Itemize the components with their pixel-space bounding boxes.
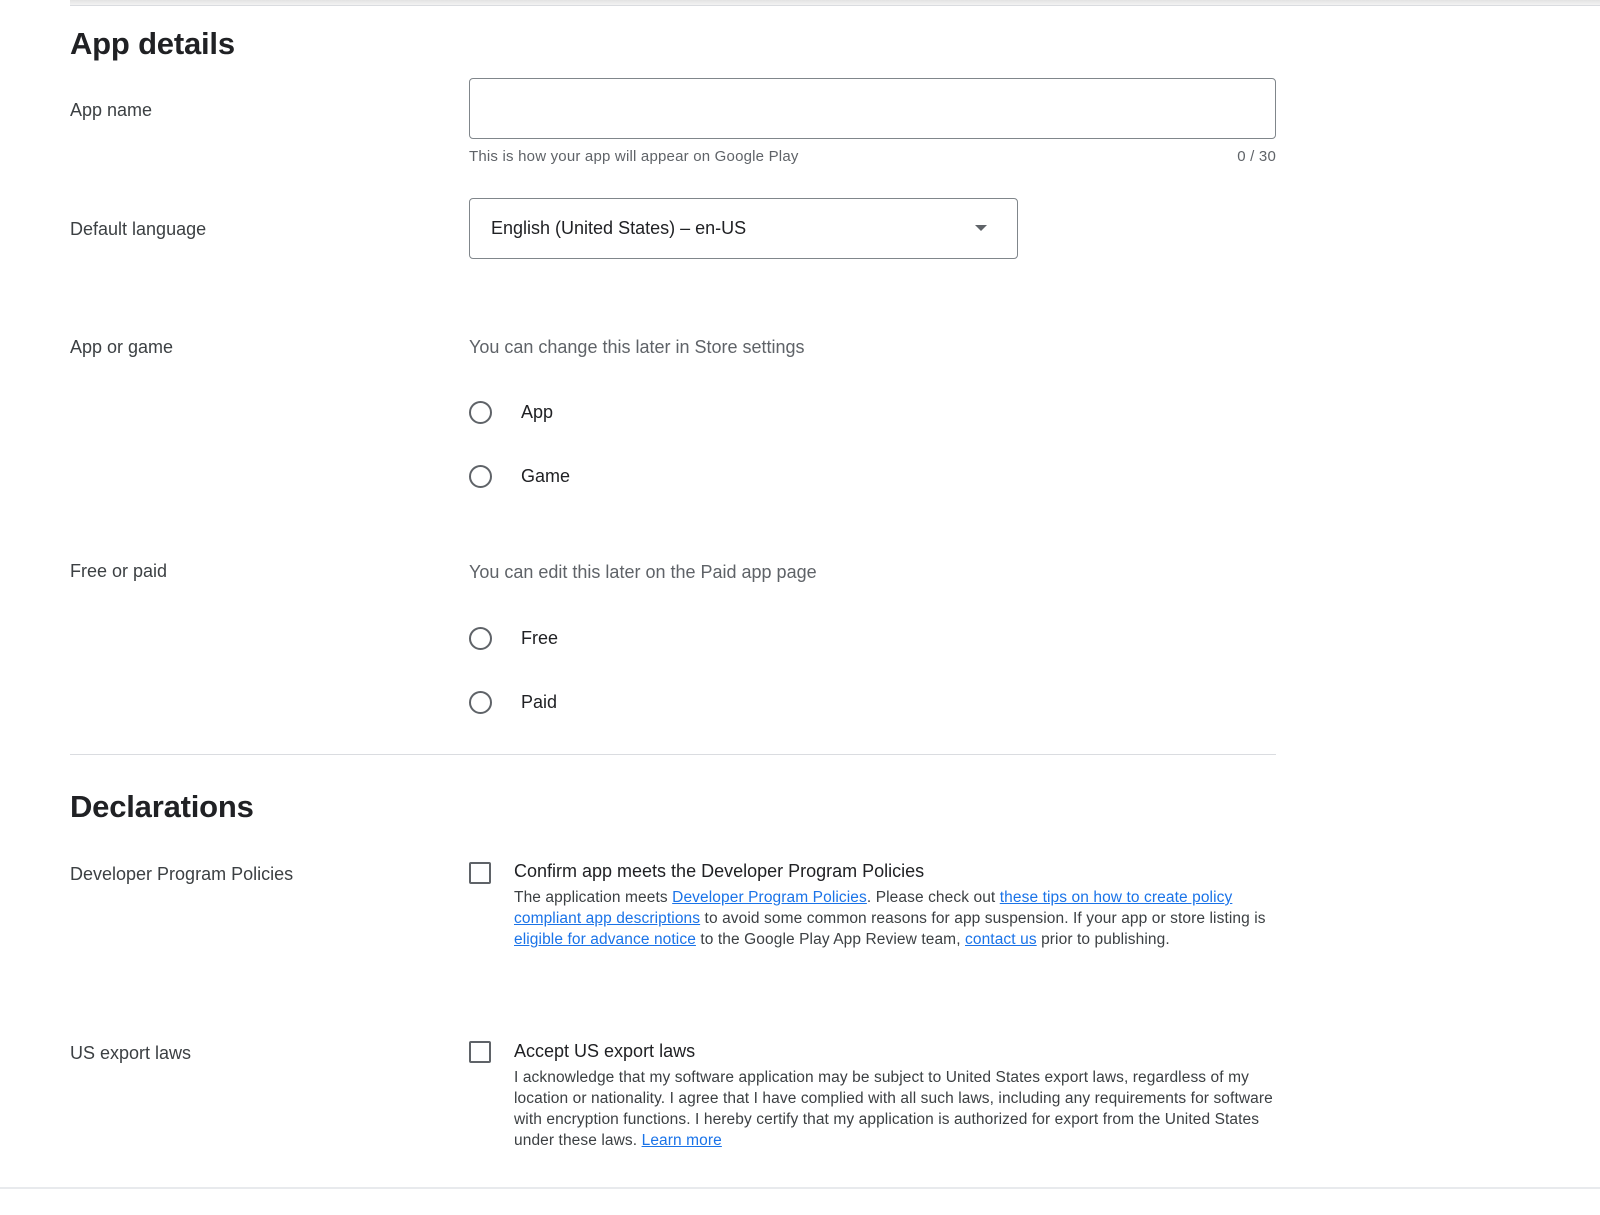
desc-text: I acknowledge that my software application may be subject to United States export laws, regardless of my location or nationality. I agree that I have complied with all such laws, including any requirements for software with encryption functions. I hereby certify that my application is authorized for export from the United States under these laws.: [514, 1069, 1273, 1149]
policy-tips-link[interactable]: these tips on how to create policy compliant app descriptions: [514, 889, 1233, 927]
free-or-paid-label: Free or paid: [70, 561, 168, 581]
us-export-checkbox[interactable]: [469, 1041, 491, 1063]
app-name-counter: 0 / 30: [1237, 148, 1276, 165]
radio-free-label: Free: [521, 627, 559, 648]
app-or-game-hint: You can change this later in Store settings: [469, 337, 805, 357]
section-divider: [70, 754, 1276, 755]
radio-circle-icon: [469, 627, 492, 650]
app-or-game-label: App or game: [70, 337, 174, 357]
us-export-checkbox-label: Accept US export laws: [514, 1041, 696, 1061]
default-language-label: Default language: [70, 219, 207, 239]
developer-policies-checkbox-label: Confirm app meets the Developer Program Policies: [514, 861, 925, 881]
caret-down-icon: [975, 225, 987, 231]
section-title-declarations: Declarations: [70, 789, 254, 824]
radio-free[interactable]: [469, 624, 558, 652]
advance-notice-link[interactable]: eligible for advance notice: [514, 931, 696, 948]
desc-text: . Please check out: [866, 889, 1000, 906]
radio-app[interactable]: [469, 398, 553, 426]
learn-more-link[interactable]: Learn more: [641, 1132, 722, 1149]
radio-paid-label: Paid: [521, 691, 558, 712]
developer-policies-description: [514, 887, 1284, 950]
radio-circle-icon: [469, 465, 492, 488]
radio-circle-icon: [469, 401, 492, 424]
developer-program-policies-link[interactable]: Developer Program Policies: [672, 889, 867, 906]
desc-text: to avoid some common reasons for app suspension. If your app or store listing is: [700, 910, 1266, 927]
app-name-label: App name: [70, 100, 153, 120]
desc-text: prior to publishing.: [1036, 931, 1170, 948]
us-export-description: [514, 1067, 1284, 1151]
default-language-select[interactable]: [469, 198, 1018, 259]
developer-policies-label: Developer Program Policies: [70, 864, 294, 884]
radio-circle-icon: [469, 691, 492, 714]
radio-game-label: Game: [521, 465, 571, 486]
default-language-value: English (United States) – en-US: [491, 218, 747, 238]
app-name-input[interactable]: [469, 78, 1276, 139]
radio-paid[interactable]: [469, 688, 557, 716]
developer-policies-checkbox[interactable]: [469, 862, 491, 884]
free-or-paid-hint: You can edit this later on the Paid app page: [469, 562, 817, 582]
desc-text: to the Google Play App Review team,: [695, 931, 966, 948]
section-title-app-details: App details: [70, 26, 235, 61]
contact-us-link[interactable]: contact us: [965, 931, 1037, 948]
radio-game[interactable]: [469, 462, 570, 490]
app-name-helper: This is how your app will appear on Google Play: [469, 148, 799, 165]
top-edge: [70, 0, 1600, 6]
desc-text: The application meets: [514, 889, 673, 906]
us-export-label: US export laws: [70, 1043, 192, 1063]
bottom-edge: [0, 1187, 1600, 1189]
radio-app-label: App: [521, 401, 554, 422]
